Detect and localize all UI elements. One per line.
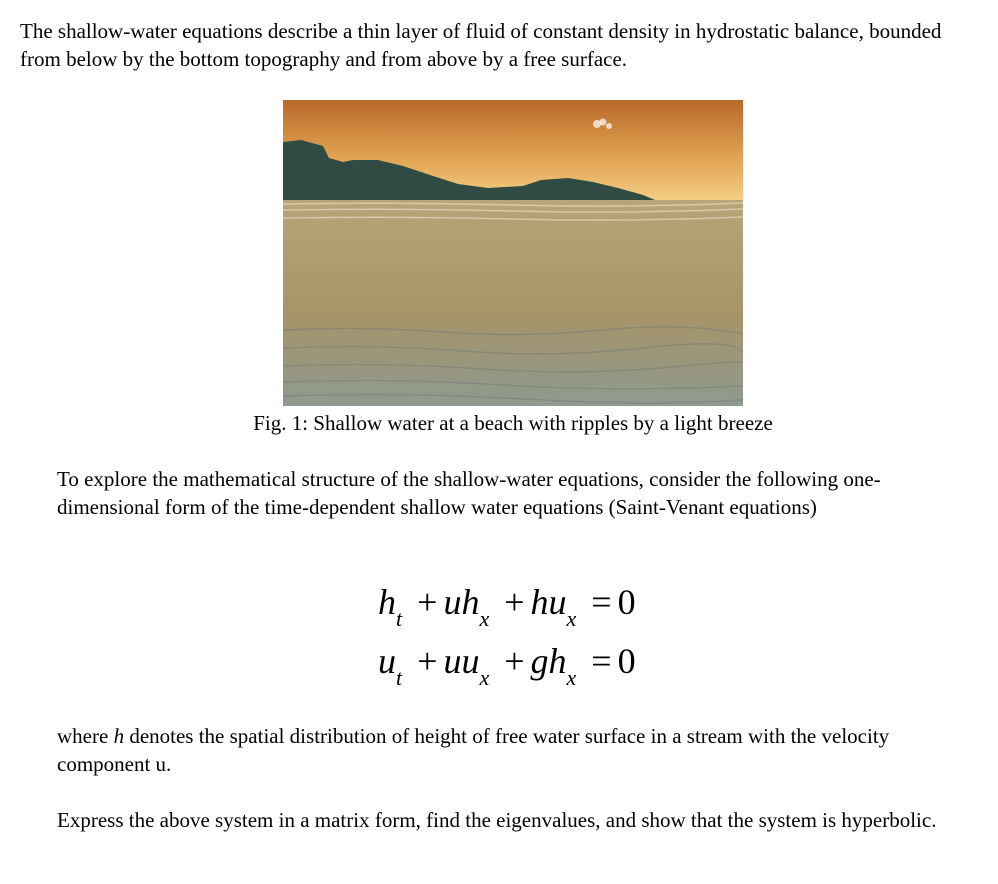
eq1-term1: h bbox=[378, 582, 396, 622]
eq1-term1-subscript: t bbox=[396, 606, 403, 631]
eq2-term2: uu bbox=[443, 641, 480, 681]
water bbox=[283, 200, 743, 406]
where-pre: where bbox=[57, 724, 114, 748]
eq2-term1-subscript: t bbox=[396, 665, 403, 690]
explore-paragraph: To explore the mathematical structure of the shallow-water equations, consider the following one-dimensional form of the time-dependent shallow water equations (Saint-Venant equations) bbox=[57, 467, 881, 519]
eq2-term2-subscript: x bbox=[479, 665, 490, 690]
where-variable-h: h bbox=[113, 724, 125, 748]
eq2-plus2: + bbox=[504, 641, 525, 681]
eq1-plus1: + bbox=[417, 582, 438, 622]
figure-caption: Fig. 1: Shallow water at a beach with ripples by a light breeze bbox=[253, 411, 773, 435]
eq2-term3: gh bbox=[530, 641, 567, 681]
where-paragraph bbox=[57, 722, 977, 778]
intro-paragraph: The shallow-water equations describe a thin layer of fluid of constant density in hydrostatic balance, bounded from below by the bottom topography and from above by a free surface. bbox=[20, 19, 942, 71]
where-post: denotes the spatial distribution of height of free water surface in a stream with the velocity component u. bbox=[57, 724, 890, 776]
eq1-term3: hu bbox=[530, 582, 567, 622]
eq2-plus1: + bbox=[417, 641, 438, 681]
equation-continuity bbox=[378, 582, 636, 631]
eq2-rhs: 0 bbox=[617, 641, 636, 681]
eq1-rhs: 0 bbox=[617, 582, 636, 622]
eq1-equals: = bbox=[591, 582, 612, 622]
eq2-equals: = bbox=[591, 641, 612, 681]
eq2-term1: u bbox=[378, 641, 396, 681]
beach-photo bbox=[283, 100, 743, 406]
eq2-term3-subscript: x bbox=[566, 665, 577, 690]
eq1-plus2: + bbox=[504, 582, 525, 622]
eq1-term2-subscript: x bbox=[479, 606, 490, 631]
eq1-term3-subscript: x bbox=[566, 606, 577, 631]
eq1-term2: uh bbox=[443, 582, 480, 622]
beach-photo-image bbox=[283, 100, 743, 406]
equation-momentum bbox=[378, 641, 636, 690]
task-paragraph: Express the above system in a matrix form, find the eigenvalues, and show that the system is hyperbolic. bbox=[57, 808, 937, 832]
